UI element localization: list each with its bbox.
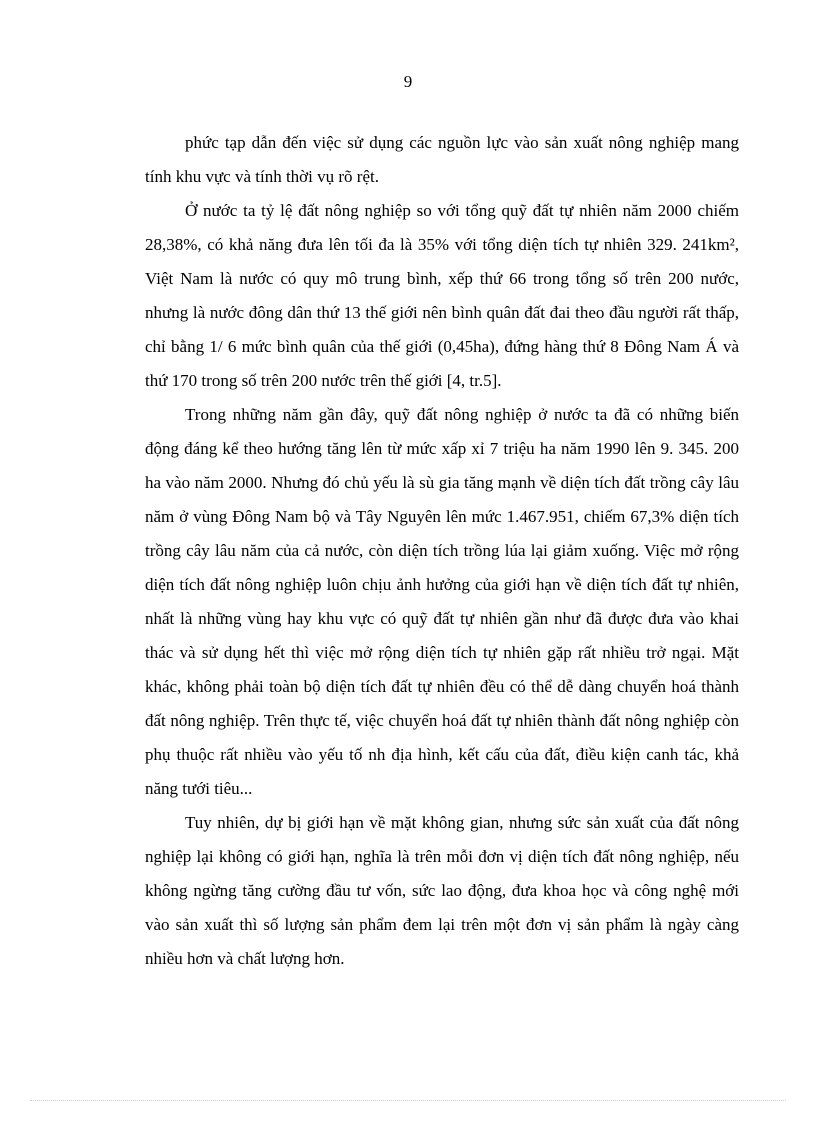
document-body — [145, 126, 739, 976]
page-number: 9 — [403, 72, 413, 91]
paragraph-3: Trong những năm gần đây, quỹ đất nông nghiệp ở nước ta đã có những biến động đáng kể theo hướng tăng lên từ mức xấp xỉ 7 triệu ha năm 1990 lên 9. 345. 200 ha vào năm 2000. Nhưng đó chủ yếu là sù gia tăng mạnh về diện tích đất trồng cây lâu năm ở vùng Đông Nam bộ và Tây Nguyên lên mức 1.467.951, chiếm 67,3% diện tích trồng cây lâu năm của cả nước, còn diện tích trồng lúa lại giảm xuống. Việc mở rộng diện tích đất nông nghiệp luôn chịu ảnh hưởng của giới hạn về diện tích đất tự nhiên, nhất là những vùng hay khu vực có quỹ đất tự nhiên gần như đã được đưa vào khai thác và sử dụng hết thì việc mở rộng diện tích tự nhiên gặp rất nhiều trở ngại. Mặt khác, không phải toàn bộ diện tích đất tự nhiên đều có thể dễ dàng chuyển hoá thành đất nông nghiệp. Trên thực tế, việc chuyển hoá đất tự nhiên thành đất nông nghiệp còn phụ thuộc rất nhiều vào yếu tố nh địa hình, kết cấu của đất, điều kiện canh tác, khả năng tưới tiêu... — [145, 405, 739, 798]
paragraph-1: phức tạp dẫn đến việc sử dụng các nguồn lực vào sản xuất nông nghiệp mang tính khu vực và tính thời vụ rõ rệt. — [145, 133, 739, 186]
paragraph-4: Tuy nhiên, dự bị giới hạn về mặt không gian, nhưng sức sản xuất của đất nông nghiệp lại không có giới hạn, nghĩa là trên mỗi đơn vị diện tích đất nông nghiệp, nếu không ngừng tăng cường đầu tư vốn, sức lao động, đưa khoa học và công nghệ mới vào sản xuất thì số lượng sản phẩm đem lại trên một đơn vị sản phẩm là ngày càng nhiều hơn và chất lượng hơn. — [145, 813, 739, 968]
page-bottom-divider — [30, 1100, 786, 1101]
paragraph-2: Ở nước ta tỷ lệ đất nông nghiệp so với tổng quỹ đất tự nhiên năm 2000 chiếm 28,38%, có khả năng đưa lên tối đa là 35% với tổng diện tích tự nhiên 329. 241km², Việt Nam là nước có quy mô trung bình, xếp thứ 66 trong tổng số trên 200 nước, nhưng là nước đông dân thứ 13 thế giới nên bình quân đất đai theo đầu người rất thấp, chỉ bằng 1/ 6 mức bình quân của thế giới (0,45ha), đứng hàng thứ 8 Đông Nam Á và thứ 170 trong số trên 200 nước trên thế giới [4, tr.5]. — [145, 201, 739, 390]
